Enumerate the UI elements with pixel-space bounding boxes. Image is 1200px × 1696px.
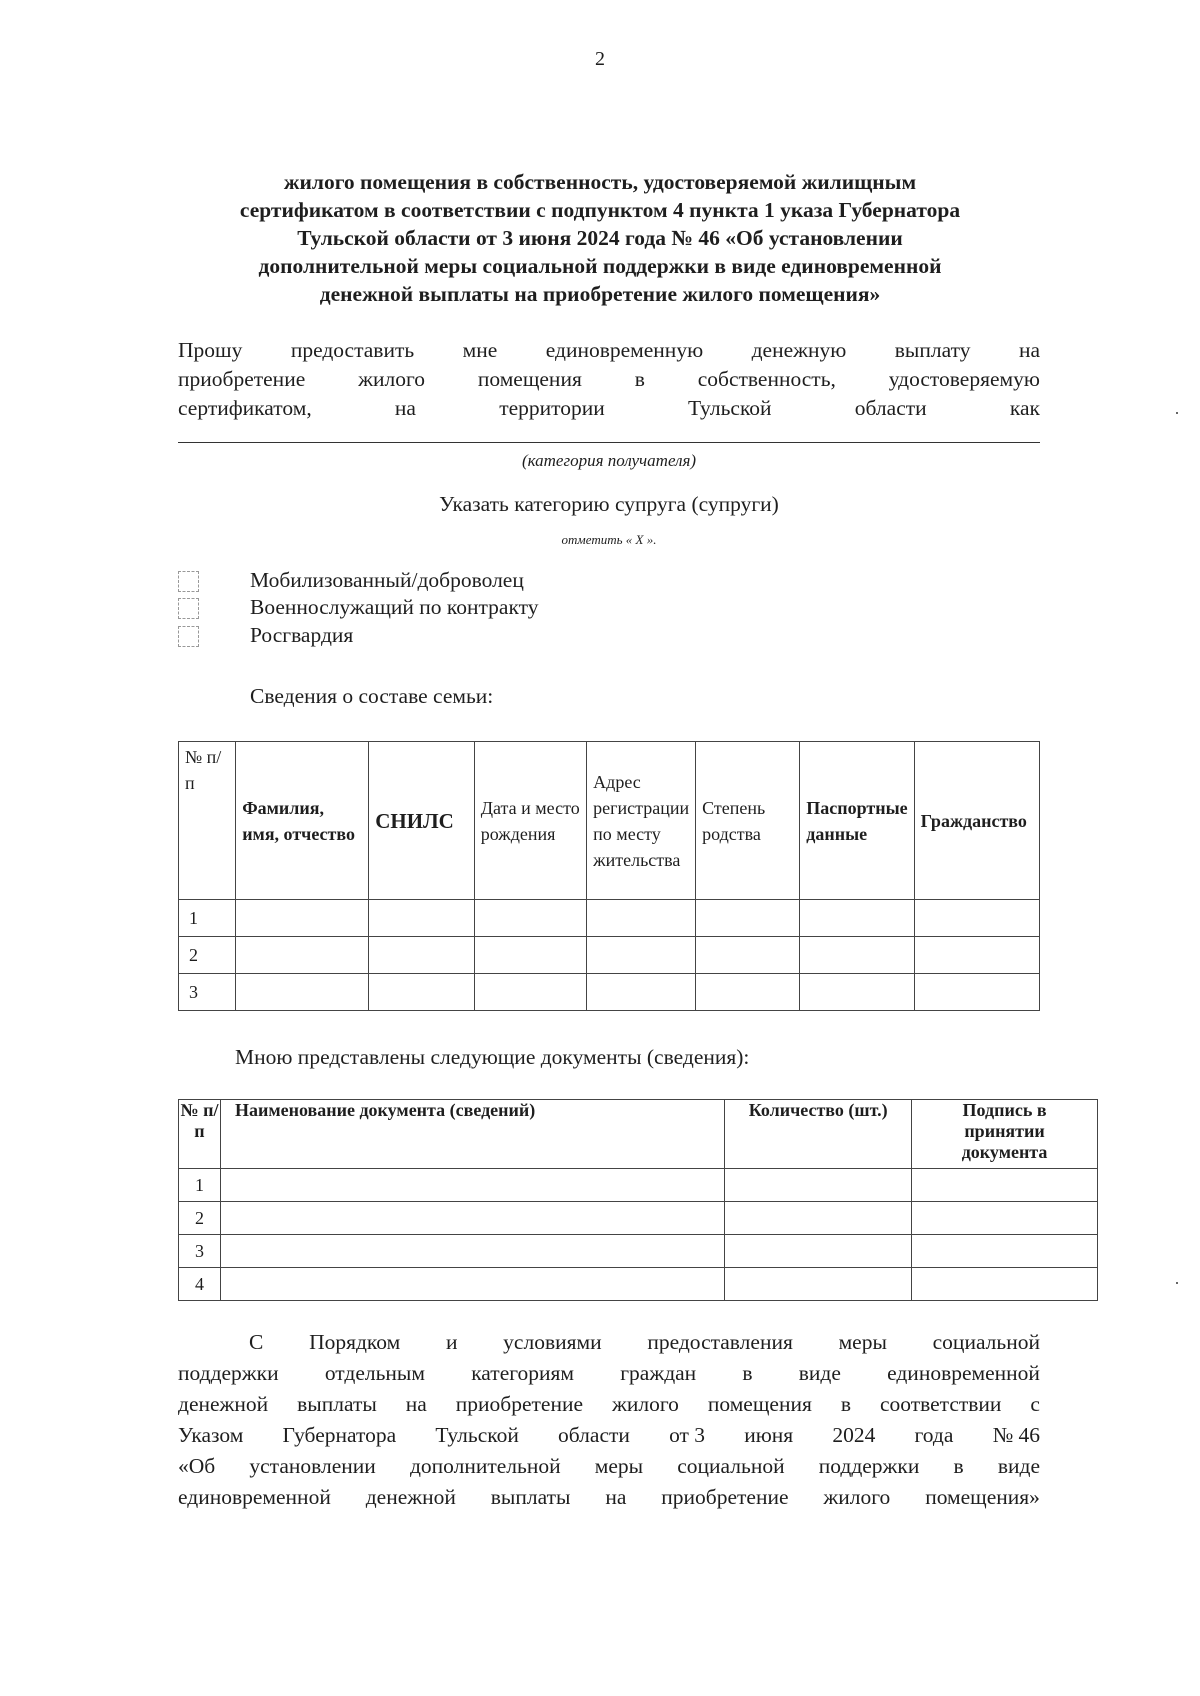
- word: денежную: [751, 338, 847, 362]
- word: области: [558, 1423, 630, 1447]
- cell[interactable]: [912, 1202, 1098, 1235]
- word: Губернатора: [282, 1423, 397, 1447]
- word: поддержки: [178, 1361, 279, 1385]
- word: приобретение: [178, 367, 306, 391]
- word: денежной: [178, 1392, 269, 1416]
- col-signature: Подпись в принятии документа: [912, 1100, 1098, 1169]
- col-passport: Паспортные данные: [800, 742, 914, 900]
- family-table: [178, 741, 1040, 1011]
- word: дополнительной: [409, 1454, 561, 1478]
- cell[interactable]: [912, 1235, 1098, 1268]
- word: июня: [744, 1423, 794, 1447]
- cell[interactable]: [220, 1235, 724, 1268]
- word: с: [1030, 1392, 1040, 1416]
- word: Порядком: [309, 1330, 401, 1354]
- cell[interactable]: [696, 937, 800, 974]
- cell[interactable]: [912, 1268, 1098, 1301]
- word: Тульской: [688, 396, 772, 420]
- table-row: [179, 1235, 1098, 1268]
- heading-line: денежной выплаты на приобретение жилого помещения»: [319, 282, 881, 306]
- option-label-rosgvardia: Росгвардия: [250, 623, 354, 647]
- cell[interactable]: [914, 900, 1039, 937]
- word: на: [1018, 338, 1040, 362]
- word: установлении: [249, 1454, 376, 1478]
- request-line-3: [178, 396, 1040, 421]
- documents-section-title: Мною представлены следующие документы (сведения):: [235, 1045, 750, 1069]
- word: выплату: [894, 338, 971, 362]
- cell[interactable]: [474, 974, 586, 1011]
- word: категориям: [471, 1361, 575, 1385]
- mark-hint: отметить « Х ».: [561, 532, 657, 547]
- word: Прошу: [178, 338, 243, 362]
- table-row: [179, 937, 1040, 974]
- col-quantity: Количество (шт.): [725, 1100, 912, 1169]
- row-number: 1: [179, 900, 236, 937]
- word: приобретение: [455, 1392, 584, 1416]
- word: меры: [838, 1330, 887, 1354]
- cell[interactable]: [725, 1268, 912, 1301]
- heading-line: жилого помещения в собственность, удостоверяемой жилищным: [283, 170, 917, 194]
- word: жилого: [358, 367, 425, 391]
- word: виде: [997, 1454, 1040, 1478]
- word: единовременной: [178, 1485, 331, 1509]
- word: выплаты: [490, 1485, 571, 1509]
- cell[interactable]: [725, 1169, 912, 1202]
- request-line-2: [178, 367, 1040, 392]
- cell[interactable]: [236, 974, 369, 1011]
- word: отдельным: [324, 1361, 425, 1385]
- scan-speck: [1176, 412, 1178, 414]
- checkbox-rosgvardia[interactable]: [178, 626, 199, 647]
- word: поддержки: [818, 1454, 920, 1478]
- col-relation: Степень родства: [696, 742, 800, 900]
- cell[interactable]: [725, 1235, 912, 1268]
- scan-speck: [1176, 1282, 1178, 1284]
- col-number: № п/п: [179, 1100, 221, 1169]
- recipient-category-caption: (категория получателя): [521, 451, 697, 470]
- paragraph-line-4: [178, 1423, 1040, 1448]
- row-number: 3: [179, 1235, 221, 1268]
- word: помещения: [707, 1392, 812, 1416]
- cell[interactable]: [587, 974, 696, 1011]
- recipient-category-line[interactable]: [178, 442, 1040, 443]
- word: граждан: [620, 1361, 697, 1385]
- word: социальной: [932, 1330, 1040, 1354]
- documents-table: [178, 1099, 1098, 1301]
- paragraph-line-6: [178, 1485, 1040, 1510]
- word: на: [605, 1485, 627, 1509]
- paragraph-line-3: [178, 1392, 1040, 1417]
- form-heading: [170, 168, 1030, 308]
- col-birth: Дата и место рождения: [474, 742, 586, 900]
- checkbox-mobilized[interactable]: [178, 571, 199, 592]
- table-row: [179, 1169, 1098, 1202]
- word: социальной: [677, 1454, 785, 1478]
- cell[interactable]: [236, 900, 369, 937]
- word: на: [394, 396, 416, 420]
- word: единовременную: [545, 338, 704, 362]
- checkbox-contract-soldier[interactable]: [178, 598, 199, 619]
- documents-table-header: [179, 1100, 1098, 1169]
- word: жилого: [612, 1392, 679, 1416]
- word: соответствии: [879, 1392, 1002, 1416]
- word: от 3: [669, 1423, 706, 1447]
- table-row: [179, 900, 1040, 937]
- word: Тульской: [435, 1423, 519, 1447]
- cell[interactable]: [369, 974, 475, 1011]
- word: в: [634, 367, 645, 391]
- spouse-category-title: Указать категорию супруга (супруги): [439, 492, 779, 516]
- word: Указом: [178, 1423, 244, 1447]
- cell[interactable]: [369, 900, 475, 937]
- cell[interactable]: [220, 1169, 724, 1202]
- word: помещения»: [925, 1485, 1040, 1509]
- paragraph-line-2: [178, 1361, 1040, 1386]
- word: единовременной: [887, 1361, 1040, 1385]
- cell[interactable]: [912, 1169, 1098, 1202]
- word: собственность,: [697, 367, 836, 391]
- cell[interactable]: [474, 937, 586, 974]
- word: жилого: [823, 1485, 891, 1509]
- cell[interactable]: [914, 974, 1039, 1011]
- cell[interactable]: [914, 937, 1039, 974]
- word: меры: [594, 1454, 644, 1478]
- word: удостоверяемую: [888, 367, 1040, 391]
- row-number: 2: [179, 1202, 221, 1235]
- cell[interactable]: [236, 937, 369, 974]
- word: территории: [499, 396, 605, 420]
- word: виде: [798, 1361, 841, 1385]
- col-number: № п/п: [179, 742, 236, 900]
- word: и: [445, 1330, 458, 1354]
- word: предоставить: [290, 338, 415, 362]
- word: года: [914, 1423, 954, 1447]
- option-label-contract-soldier: Военнослужащий по контракту: [250, 595, 539, 619]
- word: № 46: [992, 1423, 1040, 1447]
- cell[interactable]: [696, 900, 800, 937]
- word: «Об: [178, 1454, 216, 1478]
- word: в: [953, 1454, 964, 1478]
- word: С: [249, 1330, 264, 1354]
- paragraph-line-1: [249, 1330, 1040, 1355]
- col-citizenship: Гражданство: [914, 742, 1039, 900]
- paragraph-line-5: [178, 1454, 1040, 1479]
- cell[interactable]: [800, 937, 914, 974]
- option-label-mobilized: Мобилизованный/доброволец: [250, 568, 524, 592]
- row-number: 3: [179, 974, 236, 1011]
- heading-line: Тульской области от 3 июня 2024 года № 46 «Об установлении: [297, 226, 903, 250]
- heading-line: дополнительной меры социальной поддержки в виде единовременной: [258, 254, 942, 278]
- cell[interactable]: [800, 974, 914, 1011]
- cell[interactable]: [220, 1202, 724, 1235]
- word: в: [742, 1361, 753, 1385]
- word: предоставления: [647, 1330, 793, 1354]
- word: выплаты: [297, 1392, 377, 1416]
- row-number: 4: [179, 1268, 221, 1301]
- cell[interactable]: [587, 937, 696, 974]
- col-snils: СНИЛС: [369, 742, 475, 900]
- row-number: 2: [179, 937, 236, 974]
- word: области: [854, 396, 927, 420]
- word: условиями: [503, 1330, 602, 1354]
- cell[interactable]: [474, 900, 586, 937]
- table-row: [179, 1268, 1098, 1301]
- page-number: 2: [595, 48, 605, 70]
- word: мне: [462, 338, 498, 362]
- row-number: 1: [179, 1169, 221, 1202]
- cell[interactable]: [725, 1202, 912, 1235]
- word: помещения: [477, 367, 582, 391]
- family-section-title: Сведения о составе семьи:: [250, 684, 494, 708]
- cell[interactable]: [800, 900, 914, 937]
- heading-line: сертификатом в соответствии с подпунктом 4 пункта 1 указа Губернатора: [239, 198, 961, 222]
- word: приобретение: [661, 1485, 789, 1509]
- word: денежной: [365, 1485, 456, 1509]
- col-address: Адрес регистрации по месту жительства: [587, 742, 696, 900]
- word: сертификатом,: [178, 396, 312, 420]
- table-row: [179, 974, 1040, 1011]
- request-line-1: [178, 338, 1040, 363]
- table-row: [179, 1202, 1098, 1235]
- word: 2024: [832, 1423, 876, 1447]
- word: на: [405, 1392, 427, 1416]
- cell[interactable]: [220, 1268, 724, 1301]
- col-full-name: Фамилия, имя, отчество: [236, 742, 369, 900]
- cell[interactable]: [696, 974, 800, 1011]
- col-document-name: Наименование документа (сведений): [220, 1100, 724, 1169]
- cell[interactable]: [587, 900, 696, 937]
- word: как: [1009, 396, 1040, 420]
- cell[interactable]: [369, 937, 475, 974]
- word: в: [840, 1392, 851, 1416]
- family-table-header: [179, 742, 1040, 900]
